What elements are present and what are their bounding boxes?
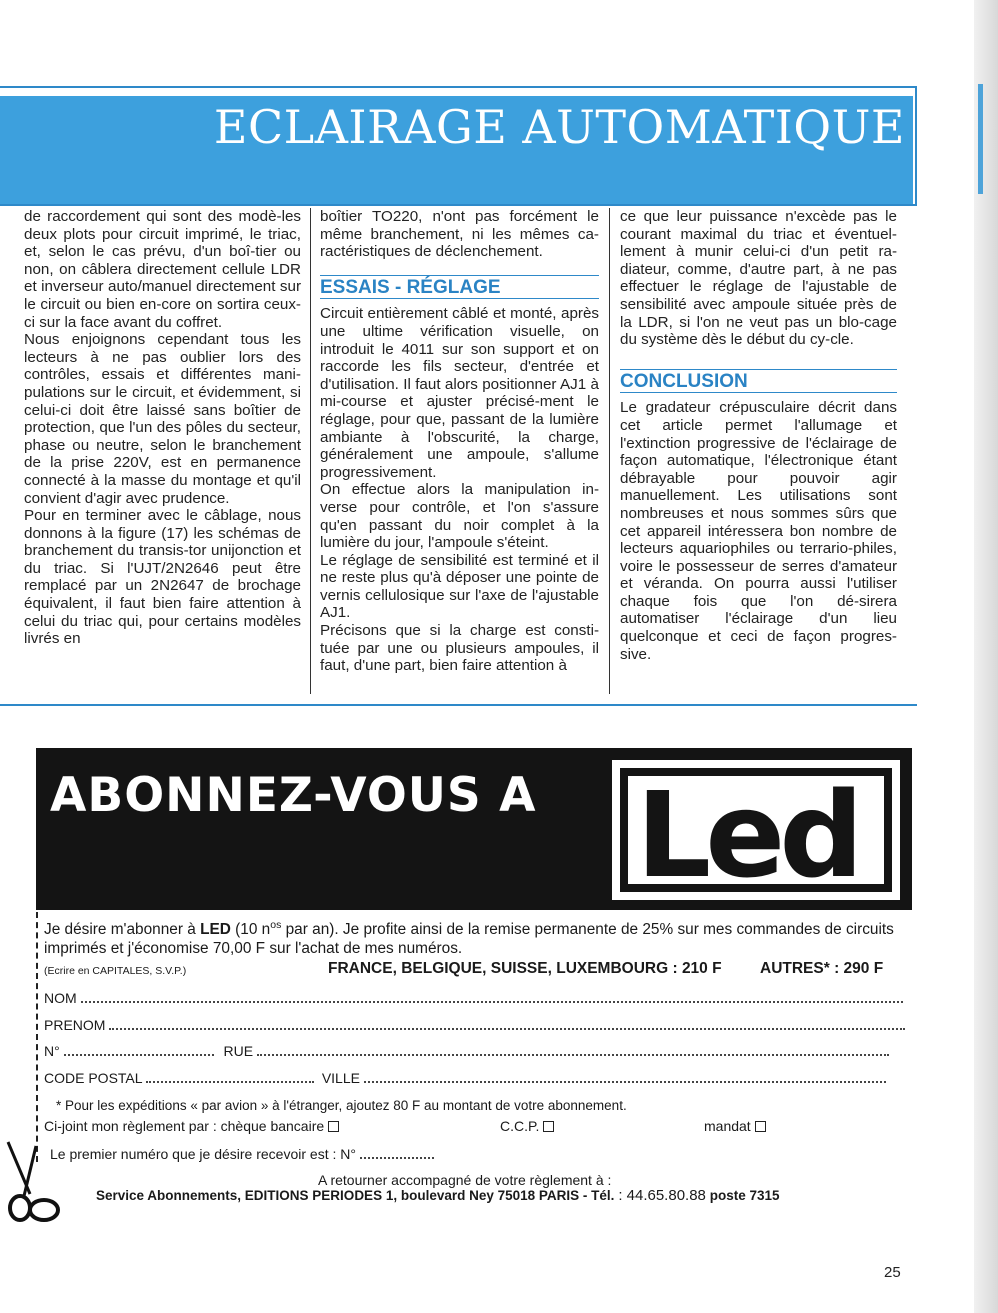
return-line: A retourner accompagné de votre règlement à : bbox=[318, 1172, 612, 1188]
nom-row bbox=[44, 990, 903, 1006]
price-france: FRANCE, BELGIQUE, SUISSE, LUXEMBOURG : 210 F bbox=[328, 960, 722, 977]
paragraph: Le réglage de sensibilité est terminé et il ne reste plus qu'à déposer une pointe de vernis cellulosique sur l'axe de l'ajustable AJ1. bbox=[320, 551, 599, 622]
paragraph: Nous enjoignons cependant tous les lecteurs à ne pas oublier lors des contrôles, essais et différentes mani-pulations sur le circuit, et évidemment, si celui-ci doit être laissé sans boîtier de protection, que l'un des pôles du secteur, phase ou neutre, selon le branchement de la prise 220V, est en permanence connecté à la masse du montage et qu'il convient d'agir avec prudence. bbox=[24, 331, 301, 507]
subscription-form bbox=[36, 912, 912, 1212]
payment-label: Ci-joint mon règlement par : chèque bancaire bbox=[44, 1118, 325, 1134]
paragraph: Circuit entièrement câblé et monté, après une ultime vérification visuelle, on introduit le 4011 sur son support et on raccorde les fils secteur, d'entrée et d'utilisation. Il faut alors positionner AJ1 à mi-course et ajuster précisé-ment le réglage, pour que, passant de la lumière ambiante à l'obscurité, la charge, généralement une ampoule, s'allume progressivement. bbox=[320, 305, 599, 481]
prenom-row bbox=[44, 1017, 905, 1033]
phone-number: : 44.65.80.88 bbox=[618, 1187, 706, 1204]
led-logo-text: Led bbox=[636, 766, 858, 904]
prenom-label: PRENOM bbox=[44, 1017, 106, 1033]
intro-brand: LED bbox=[200, 921, 231, 939]
title-banner bbox=[0, 96, 913, 204]
address-line bbox=[96, 1187, 780, 1204]
ville-field[interactable] bbox=[364, 1073, 886, 1083]
subscription-banner bbox=[36, 748, 912, 910]
nom-label: NOM bbox=[44, 990, 77, 1006]
first-issue-field[interactable] bbox=[360, 1149, 434, 1159]
city-row bbox=[44, 1070, 886, 1086]
subscription-intro bbox=[44, 916, 909, 958]
article-title: ECLAIRAGE AUTOMATIQUE bbox=[213, 100, 905, 154]
mandat-label: mandat bbox=[704, 1118, 751, 1134]
postal-code-label: CODE POSTAL bbox=[44, 1070, 143, 1086]
number-label: N° bbox=[44, 1043, 60, 1059]
page-edge bbox=[974, 0, 998, 1313]
payment-row bbox=[44, 1118, 339, 1134]
cheque-checkbox[interactable] bbox=[328, 1121, 339, 1132]
capitals-note: (Ecrire en CAPITALES, S.V.P.) bbox=[44, 965, 187, 977]
rue-field[interactable] bbox=[257, 1046, 889, 1056]
column-1 bbox=[24, 208, 301, 648]
column-3 bbox=[620, 208, 897, 663]
paragraph: Précisons que si la charge est consti-tuée par une ou plusieurs ampoules, il faut, d'une part, bien faire attention à bbox=[320, 622, 599, 675]
led-logo bbox=[606, 754, 906, 904]
intro-sup: os bbox=[270, 919, 282, 931]
page-number: 25 bbox=[884, 1264, 901, 1281]
prenom-field[interactable] bbox=[109, 1020, 905, 1030]
subscription-headline: ABONNEZ-VOUS A bbox=[50, 768, 537, 823]
mandat-checkbox[interactable] bbox=[755, 1121, 766, 1132]
scissors-icon bbox=[0, 1134, 70, 1224]
paragraph: de raccordement qui sont des modè-les deux plots pour circuit imprimé, le triac, et, selon le cas prévu, d'un boî-tier ou non, on câblera directement cellule LDR et inverseur auto/manuel directement sur le circuit ou bien en-core on sortira ceux-ci sur la face avant du coffret. bbox=[24, 208, 301, 331]
phone-extension: poste 7315 bbox=[709, 1188, 780, 1203]
column-divider bbox=[609, 208, 610, 694]
rue-label: RUE bbox=[223, 1043, 254, 1059]
price-other: AUTRES* : 290 F bbox=[760, 960, 884, 977]
postal-code-field[interactable] bbox=[146, 1073, 314, 1083]
air-mail-note: * Pour les expéditions « par avion » à l'étranger, ajoutez 80 F au montant de votre abonnement. bbox=[56, 1098, 627, 1113]
number-field[interactable] bbox=[64, 1046, 214, 1056]
ccp-checkbox[interactable] bbox=[543, 1121, 554, 1132]
column-divider bbox=[310, 208, 311, 694]
paragraph: Le gradateur crépusculaire décrit dans cet article permet l'allumage et l'extinction progressive de l'éclairage de façon automatique, l'électronique étant débrayable pour pouvoir agir manuellement. Les utilisations sont nombreuses et nous sommes sûrs que cet appareil intéressera bon nombre de lecteurs aquariophiles ou terrario-philes, voire le possesseur de serres d'amateur et véranda. On pourra aussi l'utiliser chaque fois que l'on dé-sirera automatiser l'éclairage d'un lieu quelconque et ceci de façon progres-sive. bbox=[620, 399, 897, 663]
ccp-label: C.C.P. bbox=[500, 1118, 540, 1134]
edge-mark bbox=[978, 84, 983, 194]
section-heading-essais: ESSAIS - RÉGLAGE bbox=[320, 275, 599, 300]
cut-line bbox=[36, 912, 38, 1162]
ville-label: VILLE bbox=[321, 1070, 360, 1086]
intro-text: (10 n bbox=[230, 921, 271, 939]
mandat-option bbox=[704, 1118, 766, 1134]
address-text: Service Abonnements, EDITIONS PERIODES 1, boulevard Ney 75018 PARIS - Tél. bbox=[96, 1188, 615, 1203]
paragraph: Pour en terminer avec le câblage, nous donnons à la figure (17) les schémas de branchement du transis-tor unijonction et du triac. Si l'UJT/2N2646 peut être remplacé par un 2N2647 de brochage équivalent, il faut bien faire attention à celui du triac qui, pour certains modèles livrés en bbox=[24, 507, 301, 648]
first-issue-label: Le premier numéro que je désire recevoir est : N° bbox=[50, 1146, 356, 1162]
section-heading-conclusion: CONCLUSION bbox=[620, 369, 897, 394]
intro-text: par an). Je profite ainsi de la remise permanente de 25% sur mes commandes de circuits imprimés et j'économise 70,00 F sur l'achat de mes numéros. bbox=[44, 921, 894, 958]
article-bottom-rule bbox=[0, 704, 917, 706]
ccp-option bbox=[500, 1118, 554, 1134]
paragraph: On effectue alors la manipulation in-verse pour contrôle, et l'on s'assure qu'en passant du noir complet à la lumière du jour, l'ampoule s'éteint. bbox=[320, 481, 599, 552]
address-row bbox=[44, 1043, 889, 1059]
paragraph: boîtier TO220, n'ont pas forcément le même branchement, ni les mêmes ca-ractéristiques de déclenchement. bbox=[320, 208, 599, 261]
first-issue-row bbox=[50, 1146, 434, 1162]
intro-text: Je désire m'abonner à bbox=[44, 921, 201, 939]
column-2 bbox=[320, 208, 599, 675]
paragraph: ce que leur puissance n'excède pas le courant maximal du triac et éventuel-lement à munir celui-ci d'un petit ra-diateur, comme, d'autre part, à ne pas effectuer le réglage de l'ajustable de sensibilité avec ampoule située près de la LDR, si l'on ne veut pas un blo-cage du système dès le début du cy-cle. bbox=[620, 208, 897, 349]
nom-field[interactable] bbox=[81, 993, 903, 1003]
